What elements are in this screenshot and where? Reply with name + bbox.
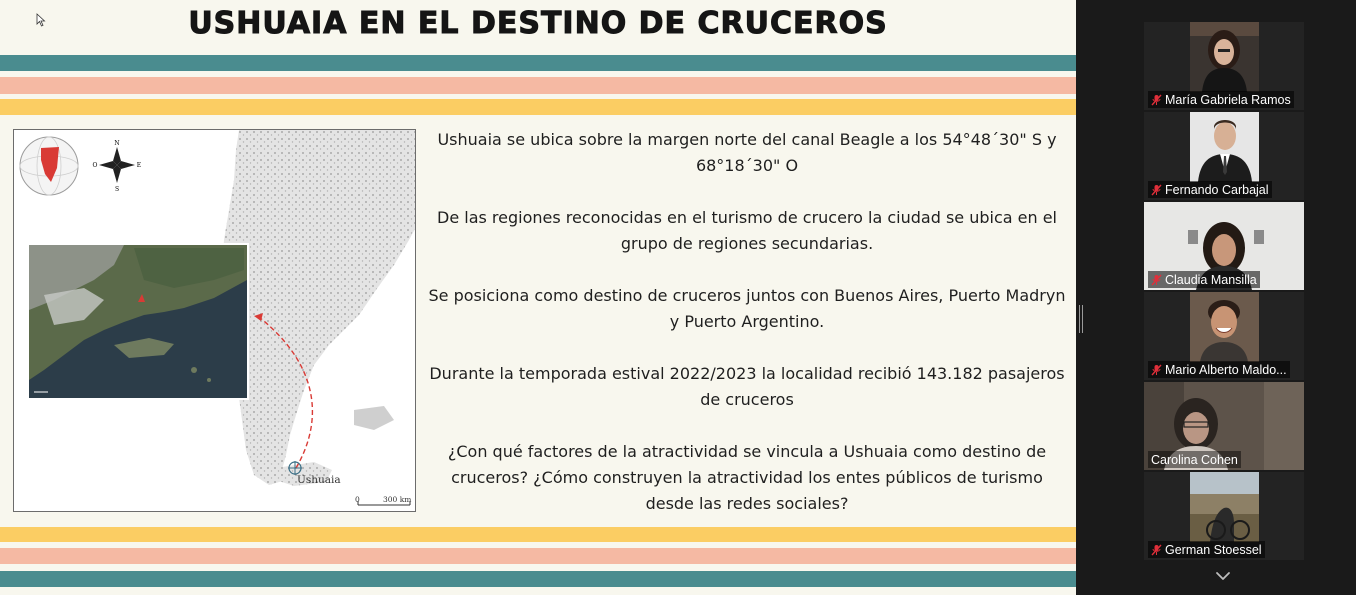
participant-video	[1190, 112, 1259, 182]
participant-video	[1190, 22, 1259, 92]
globe-inset-icon	[20, 137, 78, 195]
scale-bar	[355, 495, 411, 505]
participant-video	[1190, 472, 1259, 542]
svg-text:N: N	[114, 140, 120, 147]
svg-text:E: E	[136, 162, 142, 169]
svg-text:S: S	[114, 186, 120, 193]
svg-text:300 km: 300 km	[383, 495, 412, 504]
participant-name: Claudia Mansilla	[1165, 272, 1257, 287]
paragraph-regions: De las regiones reconocidas en el turismo de crucero la ciudad se ubica en el grupo de regiones secundarias.	[437, 208, 1057, 253]
participant-video	[1190, 292, 1259, 362]
chevron-down-icon[interactable]	[1214, 570, 1232, 582]
paragraph-destinations: Se posiciona como destino de cruceros juntos con Buenos Aires, Puerto Madryn y Puerto Argentino.	[428, 286, 1066, 331]
paragraph-season: Durante la temporada estival 2022/2023 la localidad recibió 143.182 pasajeros de cruceros	[429, 364, 1065, 409]
slide-title: USHUAIA EN EL DESTINO DE CRUCEROS	[188, 6, 888, 41]
landmass	[222, 130, 416, 485]
paragraph-questions: ¿Con qué factores de la atractividad se vincula a Ushuaia como destino de cruceros? ¿Cómo construyen la atractividad los entes públicos de turismo desde las redes sociales?	[447, 442, 1047, 513]
participant-gallery	[1144, 22, 1304, 562]
participant-name: Mario Alberto Maldo...	[1165, 362, 1287, 377]
svg-text:O: O	[92, 162, 98, 169]
mic-muted-icon	[1151, 274, 1162, 286]
stripe-peach	[0, 77, 1076, 94]
svg-text:0: 0	[355, 495, 360, 504]
paragraph-location: Ushuaia se ubica sobre la margen norte del canal Beagle a los 54°48´30" S y 68°18´30" O	[437, 130, 1057, 175]
ushuaia-label: Ushuaia	[297, 474, 341, 486]
mouse-cursor-icon	[36, 13, 46, 27]
participant-name: German Stoessel	[1165, 542, 1262, 557]
ushuaia-location-map	[13, 129, 416, 512]
mic-muted-icon	[1151, 544, 1162, 556]
participant-tile-active-speaker[interactable]	[1144, 382, 1304, 470]
participant-tile[interactable]	[1144, 22, 1304, 110]
participant-tile[interactable]	[1144, 472, 1304, 560]
participant-tile[interactable]	[1144, 202, 1304, 290]
stripe-peach-bottom	[0, 548, 1076, 564]
participant-name: Fernando Carbajal	[1165, 182, 1269, 197]
compass-icon	[93, 140, 142, 193]
participant-name: Carolina Cohen	[1151, 452, 1238, 467]
mic-muted-icon	[1151, 364, 1162, 376]
mic-muted-icon	[1151, 184, 1162, 196]
stripe-teal	[0, 55, 1076, 71]
stripe-yellow	[0, 99, 1076, 115]
stripe-yellow-bottom	[0, 527, 1076, 542]
satellite-inset	[27, 243, 249, 400]
participant-tile[interactable]	[1144, 112, 1304, 200]
slide-body-text	[428, 127, 1066, 517]
panel-resize-handle[interactable]	[1079, 305, 1083, 333]
stripe-teal-bottom	[0, 571, 1076, 587]
mic-muted-icon	[1151, 94, 1162, 106]
map-graphic	[14, 130, 416, 512]
participant-tile[interactable]	[1144, 292, 1304, 380]
participant-name: María Gabriela Ramos	[1165, 92, 1291, 107]
